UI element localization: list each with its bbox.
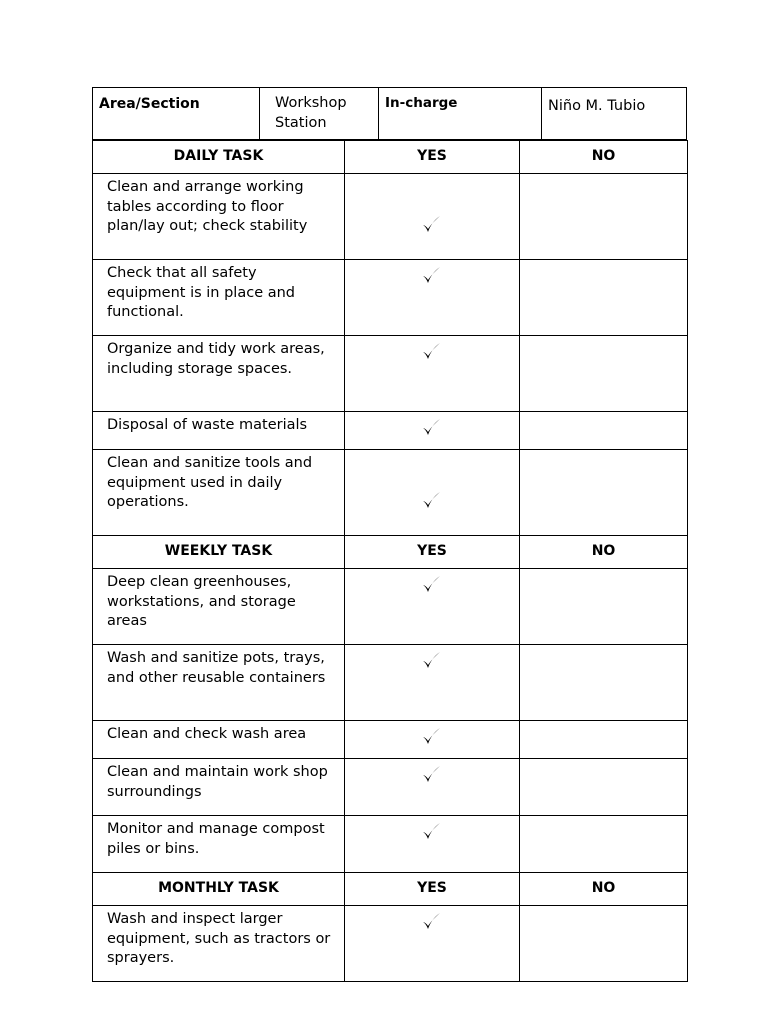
incharge-value: Niño M. Tubio xyxy=(542,88,687,140)
task-row xyxy=(93,569,688,645)
task-row xyxy=(93,260,688,336)
task-row xyxy=(93,816,688,873)
checkmark-icon xyxy=(421,341,441,361)
task-description: Clean and maintain work shop surroundings xyxy=(93,759,345,816)
checkmark-icon xyxy=(421,265,441,285)
section-header-row xyxy=(93,141,688,174)
no-cell[interactable] xyxy=(520,816,688,873)
yes-column-header: YES xyxy=(345,873,520,906)
area-section-label: Area/Section xyxy=(93,88,260,140)
checkmark-icon xyxy=(421,214,441,234)
yes-cell[interactable] xyxy=(345,336,520,412)
task-table-body xyxy=(93,141,688,982)
no-cell[interactable] xyxy=(520,412,688,450)
checkmark-icon xyxy=(421,911,441,931)
no-cell[interactable] xyxy=(520,260,688,336)
yes-cell[interactable] xyxy=(345,721,520,759)
task-row xyxy=(93,412,688,450)
yes-cell[interactable] xyxy=(345,260,520,336)
no-column-header: NO xyxy=(520,536,688,569)
yes-cell[interactable] xyxy=(345,450,520,536)
no-cell[interactable] xyxy=(520,721,688,759)
task-row xyxy=(93,336,688,412)
no-cell[interactable] xyxy=(520,645,688,721)
task-description: Deep clean greenhouses, workstations, and storage areas xyxy=(93,569,345,645)
checkmark-icon xyxy=(421,821,441,841)
no-cell[interactable] xyxy=(520,174,688,260)
task-row xyxy=(93,645,688,721)
task-description: Wash and inspect larger equipment, such as tractors or sprayers. xyxy=(93,906,345,982)
section-header-row xyxy=(93,536,688,569)
section-title: MONTHLY TASK xyxy=(93,873,345,906)
task-description: Wash and sanitize pots, trays, and other reusable containers xyxy=(93,645,345,721)
yes-cell[interactable] xyxy=(345,645,520,721)
task-description: Clean and check wash area xyxy=(93,721,345,759)
yes-cell[interactable] xyxy=(345,906,520,982)
task-table xyxy=(92,140,688,982)
area-section-value: Workshop Station xyxy=(260,88,379,140)
yes-cell[interactable] xyxy=(345,569,520,645)
yes-cell[interactable] xyxy=(345,174,520,260)
task-description: Clean and arrange working tables according to floor plan/lay out; check stability xyxy=(93,174,345,260)
no-column-header: NO xyxy=(520,141,688,174)
task-row xyxy=(93,721,688,759)
task-description: Clean and sanitize tools and equipment used in daily operations. xyxy=(93,450,345,536)
checklist-sheet xyxy=(92,87,687,982)
no-cell[interactable] xyxy=(520,759,688,816)
header-table xyxy=(92,87,687,140)
checkmark-icon xyxy=(421,764,441,784)
task-description: Organize and tidy work areas, including storage spaces. xyxy=(93,336,345,412)
section-header-row xyxy=(93,873,688,906)
checkmark-icon xyxy=(421,650,441,670)
section-title: DAILY TASK xyxy=(93,141,345,174)
yes-cell[interactable] xyxy=(345,412,520,450)
section-title: WEEKLY TASK xyxy=(93,536,345,569)
no-cell[interactable] xyxy=(520,906,688,982)
task-description: Disposal of waste materials xyxy=(93,412,345,450)
no-cell[interactable] xyxy=(520,336,688,412)
yes-cell[interactable] xyxy=(345,816,520,873)
task-description: Monitor and manage compost piles or bins. xyxy=(93,816,345,873)
task-row xyxy=(93,174,688,260)
task-row xyxy=(93,906,688,982)
yes-column-header: YES xyxy=(345,536,520,569)
checkmark-icon xyxy=(421,490,441,510)
no-cell[interactable] xyxy=(520,450,688,536)
no-cell[interactable] xyxy=(520,569,688,645)
checkmark-icon xyxy=(421,726,441,746)
no-column-header: NO xyxy=(520,873,688,906)
yes-column-header: YES xyxy=(345,141,520,174)
task-row xyxy=(93,759,688,816)
incharge-label: In-charge xyxy=(379,88,542,140)
checkmark-icon xyxy=(421,574,441,594)
checkmark-icon xyxy=(421,417,441,437)
task-description: Check that all safety equipment is in place and functional. xyxy=(93,260,345,336)
yes-cell[interactable] xyxy=(345,759,520,816)
task-row xyxy=(93,450,688,536)
